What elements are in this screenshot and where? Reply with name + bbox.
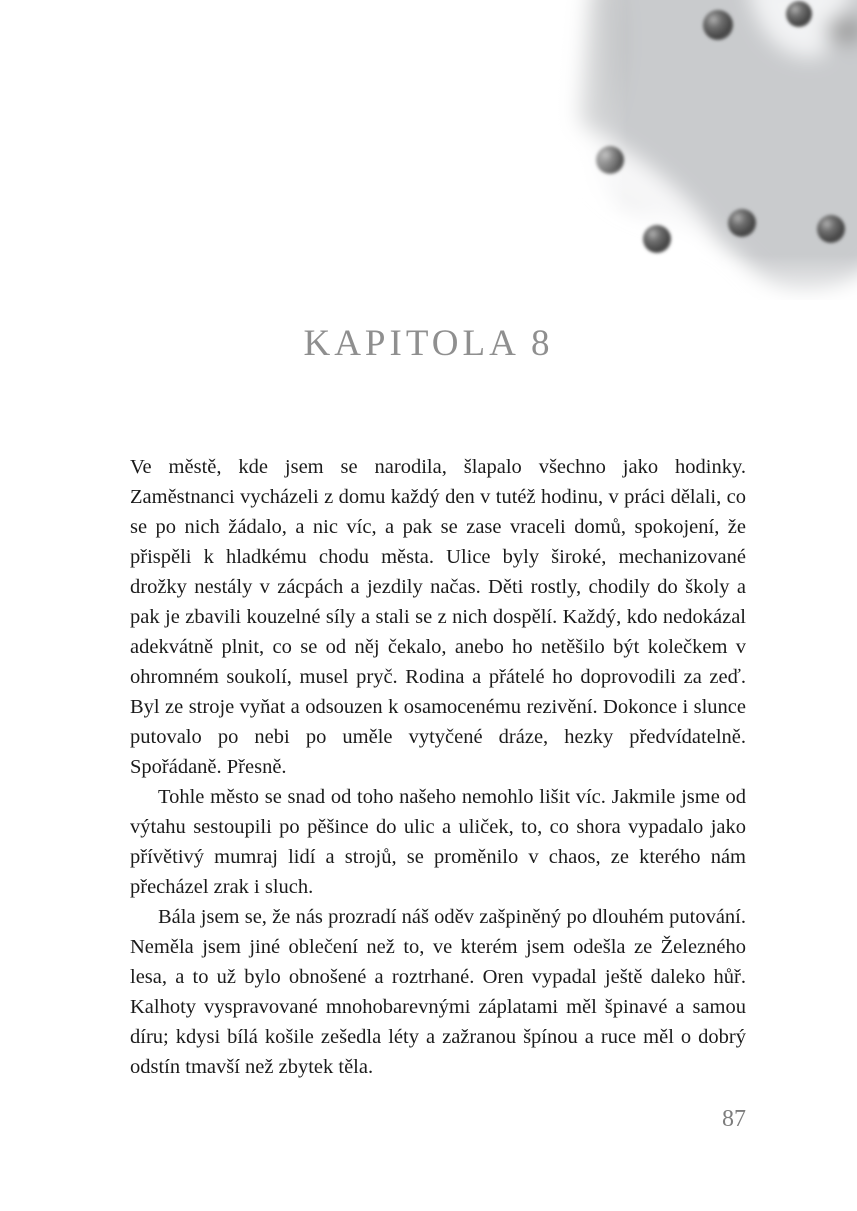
chapter-title: KAPITOLA 8 (303, 323, 554, 364)
decorative-studded-material-image (557, 0, 857, 300)
page-number: 87 (722, 1106, 746, 1132)
body-text-block (130, 452, 746, 1082)
body-paragraph: Tohle město se snad od toho našeho nemohlo lišit víc. Jakmile jsme od výtahu sestoupili po pěšince do ulic a uliček, to, co shora vypadalo jako přívětivý mumraj lidí a strojů, se proměnilo v chaos, ze kterého nám přecházel zrak i sluch. (130, 786, 746, 898)
body-paragraph: Ve městě, kde jsem se narodila, šlapalo všechno jako hodinky. Zaměstnanci vycházeli z domu každý den v tutéž hodinu, v práci dělali, co se po nich žádalo, a nic víc, a pak se zase vraceli domů, spokojení, že přispěli k hladkému chodu města. Ulice byly široké, mechanizované drožky nestály v zácpách a jezdily načas. Děti rostly, chodily do školy a pak je zbavili kouzelné síly a stali se z nich dospělí. Každý, kdo nedokázal adekvátně plnit, co se od něj čekalo, anebo ho netěšilo být kolečkem v ohromném soukolí, musel pryč. Rodina a přátelé ho doprovodili za zeď. Byl ze stroje vyňat a odsouzen k osamocenému rezivění. Dokonce i slunce putovalo po nebi po uměle vytyčené dráze, hezky předvídatelně. Spořádaně. Přesně. (130, 456, 746, 778)
body-paragraph: Bála jsem se, že nás prozradí náš oděv zašpiněný po dlouhém putování. Neměla jsem jiné oblečení než to, ve kterém jsem odešla ze Železného lesa, a to už bylo obnošené a roztrhané. Oren vypadal ještě daleko hůř. Kalhoty vyspravované mnohobarevnými záplatami měl špinavé a samou díru; kdysi bílá košile zešedla léty a zažranou špínou a ruce měl o dobrý odstín tmavší než zbytek těla. (130, 906, 746, 1078)
